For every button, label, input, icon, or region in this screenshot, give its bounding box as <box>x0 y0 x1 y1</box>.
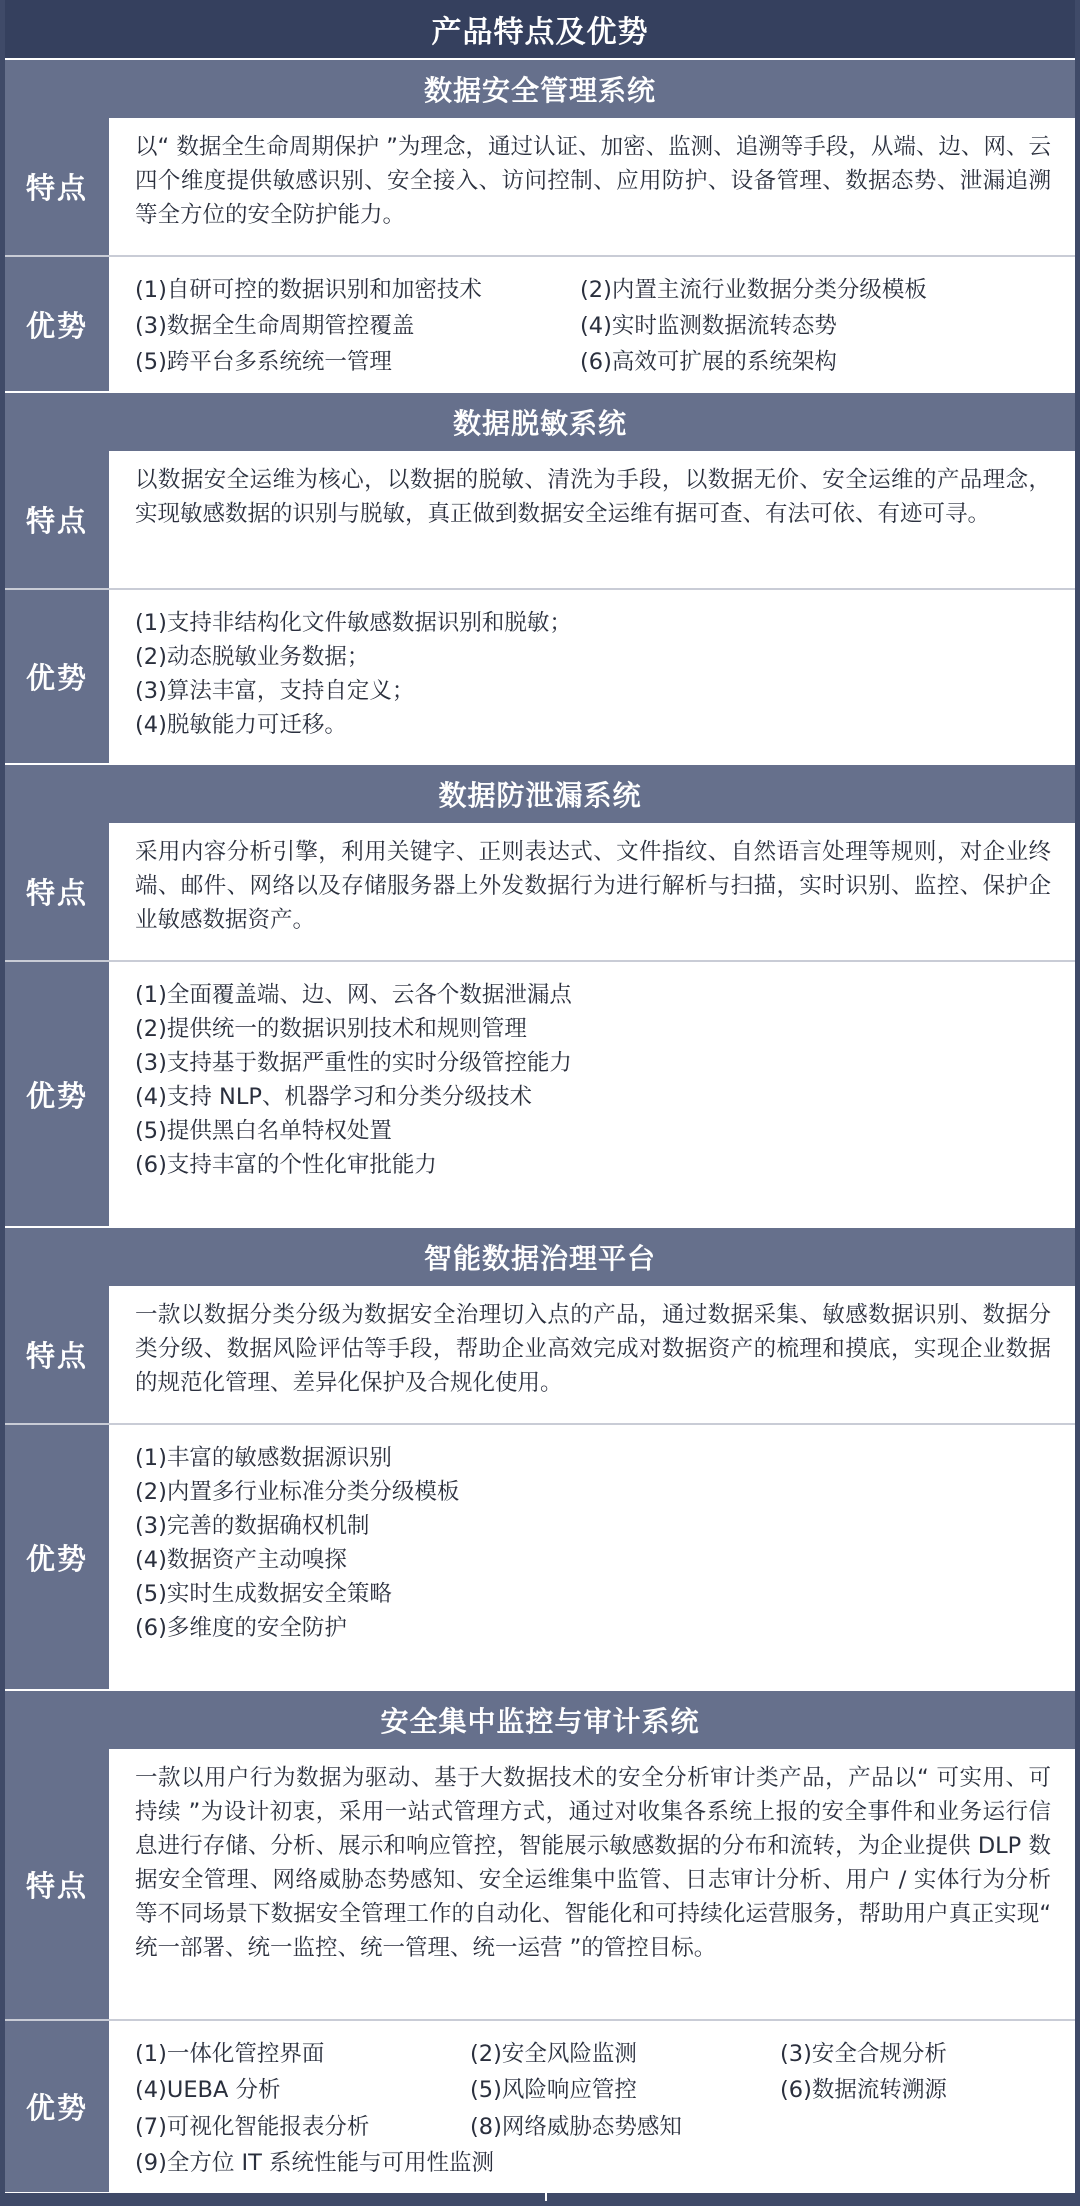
advantage-list <box>109 590 1075 763</box>
feature-text: 一款以用户行为数据为驱动、基于大数据技术的安全分析审计类产品，产品以“ 可实用、可持续 ”为设计初衷，采用一站式管理方式，通过对收集各系统上报的安全事件和业务运行信息进行存储、分析、展示和响应管控，智能展示敏感数据的分布和流转，为企业提供 DLP 数据安全管理、网络威胁态势感知、安全运维集中监管、日志审计分析、用户 / 实体行为分析等不同场景下数据安全管理工作的自动化、智能化和可持续化运营服务，帮助用户真正实现“ 统一部署、统一监控、统一管理、统一运营 ”的管控目标。 <box>135 1765 1051 1961</box>
feature-text: 一款以数据分类分级为数据安全治理切入点的产品，通过数据采集、敏感数据识别、数据分类分级、数据风险评估等手段，帮助企业高效完成对数据资产的梳理和摸底，实现企业数据的规范化管理、差异化保护及合规化使用。 <box>135 1302 1051 1396</box>
section-header-data-masking: 数据脱敏系统 <box>5 391 1075 451</box>
feature-row <box>5 823 1075 960</box>
advantage-item: (1)丰富的敏感数据源识别 <box>135 1445 392 1471</box>
advantage-item: (6)多维度的安全防护 <box>135 1615 347 1641</box>
advantage-row <box>5 255 1075 391</box>
advantage-item: (1)全面覆盖端、边、网、云各个数据泄漏点 <box>135 982 572 1008</box>
advantage-item: (5)风险响应管控 <box>470 2077 637 2104</box>
feature-row <box>5 451 1075 588</box>
feature-row <box>5 118 1075 255</box>
advantage-label: 优势 <box>5 2021 109 2192</box>
bottom-border-divider <box>545 2193 547 2201</box>
feature-label: 特点 <box>5 451 109 588</box>
advantage-item: (1)自研可控的数据识别和加密技术 <box>135 277 482 303</box>
advantage-item: (3)支持基于数据严重性的实时分级管控能力 <box>135 1050 572 1076</box>
feature-text: 以数据安全运维为核心，以数据的脱敏、清洗为手段，以数据无价、安全运维的产品理念，实现敏感数据的识别与脱敏，真正做到数据安全运维有据可查、有法可依、有迹可寻。 <box>135 467 1051 527</box>
advantage-item: (8)网络威胁态势感知 <box>470 2113 682 2140</box>
section-header-data-governance: 智能数据治理平台 <box>5 1226 1075 1286</box>
bottom-border <box>5 2193 1075 2201</box>
advantage-list <box>109 962 1075 1226</box>
feature-row <box>5 1286 1075 1423</box>
advantage-row <box>5 588 1075 763</box>
feature-text: 以“ 数据全生命周期保护 ”为理念，通过认证、加密、监测、追溯等手段，从端、边、网、云四个维度提供敏感识别、安全接入、访问控制、应用防护、设备管理、数据态势、泄漏追溯等全方位的安全防护能力。 <box>135 134 1051 228</box>
section-header-data-security-management: 数据安全管理系统 <box>5 58 1075 118</box>
advantage-label: 优势 <box>5 962 109 1226</box>
advantage-item: (2)内置主流行业数据分类分级模板 <box>580 277 927 303</box>
advantage-item: (4)UEBA 分析 <box>135 2077 281 2104</box>
advantage-item: (1)一体化管控界面 <box>135 2041 325 2067</box>
advantage-item: (6)高效可扩展的系统架构 <box>580 349 837 375</box>
advantage-label: 优势 <box>5 1425 109 1689</box>
advantage-list <box>109 2021 1075 2192</box>
advantage-item: (2)动态脱敏业务数据； <box>135 644 370 670</box>
advantage-item: (4)实时监测数据流转态势 <box>580 313 837 339</box>
feature-text: 采用内容分析引擎，利用关键字、正则表达式、文件指纹、自然语言处理等规则，对企业终端、邮件、网络以及存储服务器上外发数据行为进行解析与扫描，实时识别、监控、保护企业敏感数据资产。 <box>135 839 1051 933</box>
advantage-item: (3)完善的数据确权机制 <box>135 1513 370 1539</box>
advantage-item: (1)支持非结构化文件敏感数据识别和脱敏； <box>135 610 572 636</box>
section-header-data-leak-prevention: 数据防泄漏系统 <box>5 763 1075 823</box>
advantage-item: (3)数据全生命周期管控覆盖 <box>135 313 415 339</box>
advantage-item: (3)安全合规分析 <box>780 2041 947 2067</box>
feature-label: 特点 <box>5 1286 109 1423</box>
advantage-item: (6)数据流转溯源 <box>780 2077 947 2104</box>
section-header-security-monitoring-audit: 安全集中监控与审计系统 <box>5 1689 1075 1749</box>
advantage-item: (7)可视化智能报表分析 <box>135 2113 370 2140</box>
advantage-item: (5)跨平台多系统统一管理 <box>135 349 392 375</box>
feature-label: 特点 <box>5 823 109 960</box>
advantage-label: 优势 <box>5 257 109 391</box>
feature-label: 特点 <box>5 118 109 255</box>
advantage-list <box>109 1425 1075 1689</box>
advantage-item: (4)脱敏能力可迁移。 <box>135 712 347 738</box>
advantage-item: (2)安全风险监测 <box>470 2041 637 2067</box>
advantage-row <box>5 960 1075 1226</box>
table-title: 产品特点及优势 <box>5 0 1075 58</box>
advantage-item: (5)实时生成数据安全策略 <box>135 1581 392 1607</box>
advantage-item: (4)数据资产主动嗅探 <box>135 1547 347 1573</box>
advantage-item: (9)全方位 IT 系统性能与可用性监测 <box>135 2149 495 2176</box>
advantage-item: (4)支持 NLP、机器学习和分类分级技术 <box>135 1084 532 1110</box>
advantage-item: (2)提供统一的数据识别技术和规则管理 <box>135 1016 527 1042</box>
advantage-item: (6)支持丰富的个性化审批能力 <box>135 1152 437 1178</box>
advantage-list <box>109 257 1075 391</box>
advantage-item: (3)算法丰富，支持自定义； <box>135 678 415 704</box>
advantage-item: (2)内置多行业标准分类分级模板 <box>135 1479 460 1505</box>
feature-row <box>5 1749 1075 2019</box>
feature-label: 特点 <box>5 1749 109 2019</box>
advantage-row <box>5 2019 1075 2192</box>
advantage-row <box>5 1423 1075 1689</box>
advantage-item: (5)提供黑白名单特权处置 <box>135 1118 392 1144</box>
advantage-label: 优势 <box>5 590 109 763</box>
